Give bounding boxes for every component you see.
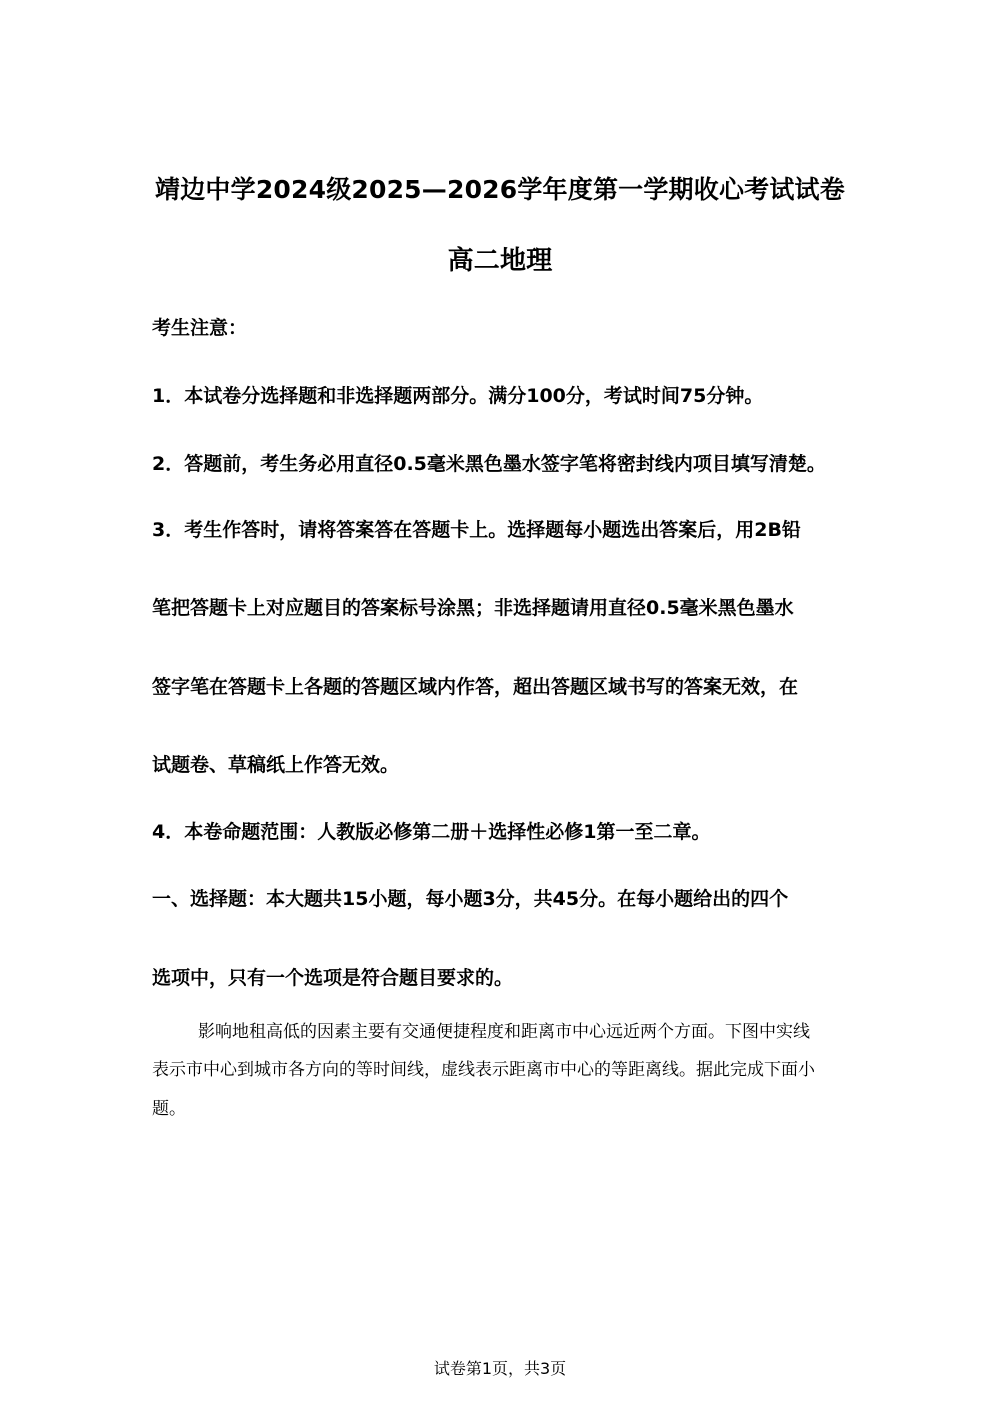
passage-line-2: 表示市中心到城市各方向的等时间线，虚线表示距离市中心的等距离线。据此完成下面小 [152, 1060, 815, 1080]
notice-item-4: 4．本卷命题范围：人教版必修第二册＋选择性必修1第一至二章。 [152, 821, 711, 843]
notice-item-3-line-4: 试题卷、草稿纸上作答无效。 [152, 754, 400, 776]
notice-item-3-line-3: 签字笔在答题卡上各题的答题区域内作答，超出答题区域书写的答案无效，在 [152, 676, 799, 698]
notice-item-2: 2．答题前，考生务必用直径0.5毫米黑色墨水签字笔将密封线内项目填写清楚。 [152, 453, 826, 475]
passage-line-3: 题。 [152, 1099, 186, 1119]
section-1-heading-line-2: 选项中，只有一个选项是符合题目要求的。 [152, 967, 514, 989]
exam-title: 靖边中学2024级2025—2026学年度第一学期收心考试试卷 [155, 175, 845, 204]
notice-item-3-line-2: 笔把答题卡上对应题目的答案标号涂黑；非选择题请用直径0.5毫米黑色墨水 [152, 597, 794, 619]
section-1-heading-line-1: 一、选择题：本大题共15小题，每小题3分，共45分。在每小题给出的四个 [152, 888, 789, 910]
notice-heading: 考生注意： [152, 317, 248, 339]
notice-item-3-line-1: 3．考生作答时，请将答案答在答题卡上。选择题每小题选出答案后，用2B铅 [152, 519, 801, 541]
page-footer: 试卷第1页，共3页 [433, 1359, 567, 1378]
passage-line-1: 影响地租高低的因素主要有交通便捷程度和距离市中心远近两个方面。下图中实线 [198, 1022, 810, 1042]
notice-item-1: 1．本试卷分选择题和非选择题两部分。满分100分，考试时间75分钟。 [152, 385, 764, 407]
exam-subject: 高二地理 [447, 246, 553, 276]
